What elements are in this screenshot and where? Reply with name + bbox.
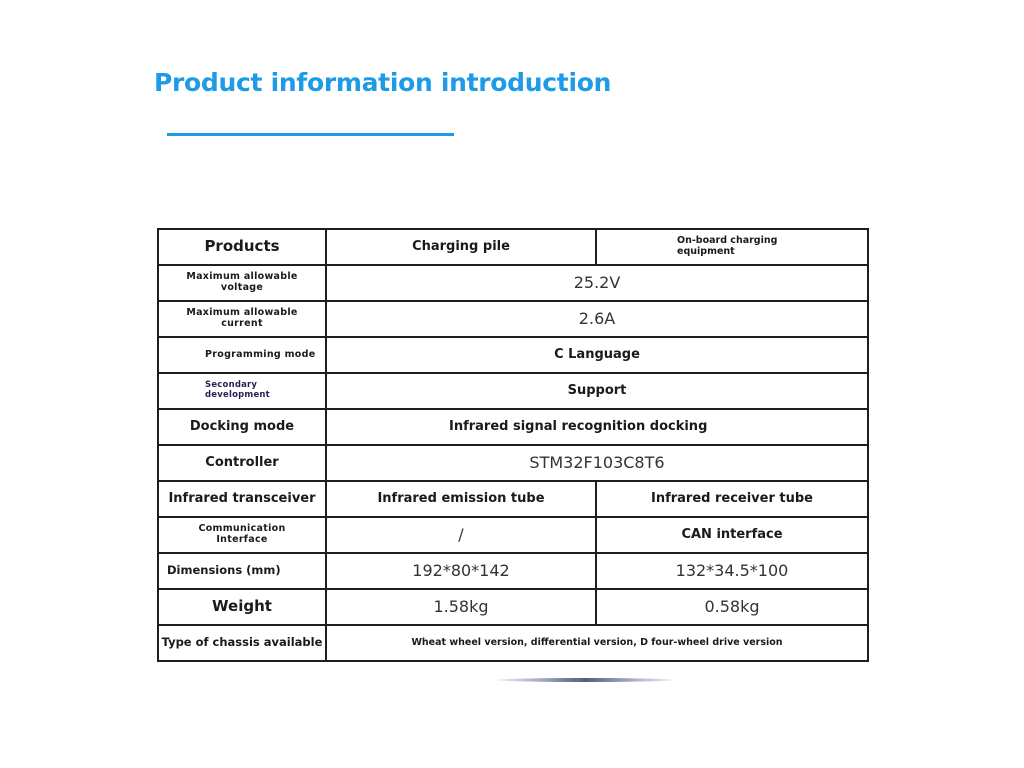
dimensions-label: Dimensions (mm) [158, 553, 326, 589]
weight-pile-value: 1.58kg [326, 589, 596, 625]
communication-interface-label [158, 517, 326, 553]
infrared-emission-value: Infrared emission tube [326, 481, 596, 517]
communication-interface-label-line1: Communication [198, 523, 286, 535]
max-voltage-label-line1: Maximum allowable [186, 271, 298, 283]
bottom-shadow-bar [495, 678, 675, 682]
communication-interface-pile-value: / [326, 517, 596, 553]
table-row-max-voltage [158, 265, 868, 301]
table-row-communication-interface [158, 517, 868, 553]
products-label: Products [158, 229, 326, 265]
controller-value: STM32F103C8T6 [326, 445, 868, 481]
max-current-label-line1: Maximum allowable [186, 307, 298, 319]
secondary-development-value: Support [326, 373, 868, 409]
dimensions-onboard-value: 132*34.5*100 [596, 553, 868, 589]
title-underline [167, 133, 454, 136]
table-row-max-current [158, 301, 868, 337]
communication-interface-onboard-value: CAN interface [596, 517, 868, 553]
max-current-label [158, 301, 326, 337]
max-current-label-line2: current [221, 318, 263, 329]
max-voltage-label-line2: voltage [220, 282, 264, 293]
docking-mode-value: Infrared signal recognition docking [326, 409, 868, 445]
onboard-equipment-header [596, 229, 868, 265]
max-current-value: 2.6A [326, 301, 868, 337]
controller-label: Controller [158, 445, 326, 481]
table-row-infrared-transceiver [158, 481, 868, 517]
onboard-header-line2: equipment [677, 246, 735, 257]
max-voltage-label [158, 265, 326, 301]
weight-onboard-value: 0.58kg [596, 589, 868, 625]
page-title: Product information introduction [154, 68, 612, 97]
chassis-label: Type of chassis available [158, 625, 326, 661]
product-spec-table [157, 228, 869, 662]
table-row-products [158, 229, 868, 265]
max-voltage-value: 25.2V [326, 265, 868, 301]
weight-label: Weight [158, 589, 326, 625]
docking-mode-label: Docking mode [158, 409, 326, 445]
table-row-chassis [158, 625, 868, 661]
communication-interface-label-line2: Interface [216, 534, 268, 545]
table-row-secondary-development [158, 373, 868, 409]
table-row-controller [158, 445, 868, 481]
onboard-header-line1: On-board charging [677, 235, 778, 247]
table-row-docking-mode [158, 409, 868, 445]
infrared-receiver-value: Infrared receiver tube [596, 481, 868, 517]
programming-mode-label: Programming mode [158, 337, 326, 373]
table-row-weight [158, 589, 868, 625]
table-row-dimensions [158, 553, 868, 589]
programming-mode-value: C Language [326, 337, 868, 373]
infrared-transceiver-label: Infrared transceiver [158, 481, 326, 517]
charging-pile-header: Charging pile [326, 229, 596, 265]
dimensions-pile-value: 192*80*142 [326, 553, 596, 589]
secondary-development-label: Secondary development [158, 373, 326, 409]
chassis-value: Wheat wheel version, differential version, D four-wheel drive version [326, 625, 868, 661]
table-row-programming-mode [158, 337, 868, 373]
